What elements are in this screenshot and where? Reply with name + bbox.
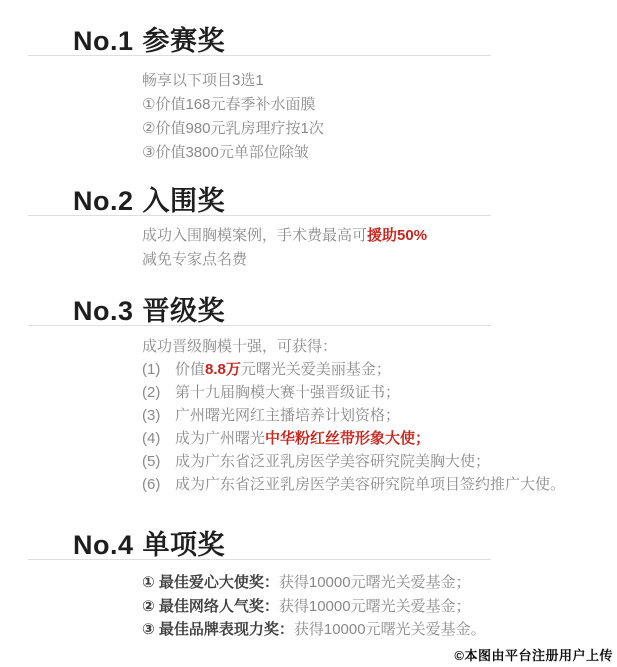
line-text: 成功晋级胸模十强，可获得： <box>142 338 338 355</box>
section-body <box>142 56 617 165</box>
line-text: ③价值3800元单部位除皱 <box>142 144 309 161</box>
numbered-item <box>142 381 617 404</box>
line-text: ①价值168元春季补水面膜 <box>142 96 316 113</box>
section-heading-row <box>0 296 617 326</box>
section-body <box>142 560 617 642</box>
section-body <box>142 216 617 271</box>
numbered-item <box>142 404 617 427</box>
numbered-item <box>142 450 617 473</box>
line-text: 畅享以下项目3选1 <box>142 72 264 89</box>
line-text: 元曙光关爱美丽基金； <box>240 361 391 378</box>
item-number: (4) <box>142 430 161 447</box>
award-line <box>142 618 617 642</box>
line-text: 成为广东省泛亚乳房医学美容研究院单项目签约推广大使。 <box>175 476 566 493</box>
highlight-text: 8.8万 <box>205 361 241 378</box>
body-line <box>142 117 617 141</box>
numbered-item <box>142 358 617 381</box>
line-text: ②价值980元乳房理疗按1次 <box>142 120 324 137</box>
section-title-text: 参赛奖 <box>142 26 226 56</box>
body-line <box>142 224 617 248</box>
section-heading-row <box>0 26 617 56</box>
line-text: 成为广州曙光 <box>175 430 266 447</box>
intro-line <box>142 335 617 358</box>
line-text: 第十九届胸模大赛十强晋级证书； <box>175 384 401 401</box>
section-title-text: 晋级奖 <box>142 296 226 326</box>
numbered-item <box>142 473 617 496</box>
section-title-text: 单项奖 <box>142 530 226 560</box>
line-text: 减免专家点名费 <box>142 250 248 268</box>
section-number: No.2 <box>73 186 134 216</box>
section-participation-prize <box>0 26 617 165</box>
section-number: No.3 <box>73 296 134 326</box>
section-shortlist-prize <box>0 186 617 271</box>
line-text: 成功入围胸模案例，手术费最高可 <box>142 227 368 244</box>
section-title <box>73 530 225 560</box>
section-title <box>73 26 225 56</box>
item-number: (3) <box>142 407 161 424</box>
highlight-text: 中华粉红丝带形象大使； <box>265 430 431 447</box>
section-individual-prize <box>0 530 617 642</box>
section-number: No.4 <box>73 530 134 560</box>
award-label: ② 最佳网络人气奖： <box>142 597 279 615</box>
body-line <box>142 141 617 165</box>
section-title-text: 入围奖 <box>142 186 226 216</box>
section-title <box>73 186 225 216</box>
body-line <box>142 69 617 93</box>
section-heading-row <box>0 186 617 216</box>
item-number: (1) <box>142 361 161 378</box>
body-line <box>142 248 617 272</box>
section-heading-row <box>0 530 617 560</box>
item-number: (6) <box>142 476 161 493</box>
item-number: (5) <box>142 453 161 470</box>
award-detail: 获得10000元曙光关爱基金； <box>278 597 471 615</box>
award-detail: 获得10000元曙光关爱基金。 <box>293 621 486 638</box>
numbered-item <box>142 427 617 450</box>
section-number: No.1 <box>73 26 134 56</box>
line-text: 价值 <box>175 361 206 378</box>
line-text: 成为广东省泛亚乳房医学美容研究院美胸大使； <box>175 453 491 470</box>
line-text: 广州曙光网红主播培养计划资格； <box>175 407 401 424</box>
copyright-watermark: ©本图由平台注册用户上传 <box>454 648 613 663</box>
award-line <box>142 571 617 595</box>
award-label: ③ 最佳品牌表现力奖： <box>142 621 294 638</box>
item-number: (2) <box>142 384 161 401</box>
body-line <box>142 93 617 117</box>
award-detail: 获得10000元曙光关爱基金； <box>278 574 471 591</box>
award-line <box>142 595 617 619</box>
section-body <box>142 326 617 496</box>
section-title <box>73 296 225 326</box>
award-label: ① 最佳爱心大使奖： <box>142 574 279 591</box>
section-promotion-prize <box>0 296 617 496</box>
highlight-text: 援助50% <box>367 227 428 244</box>
